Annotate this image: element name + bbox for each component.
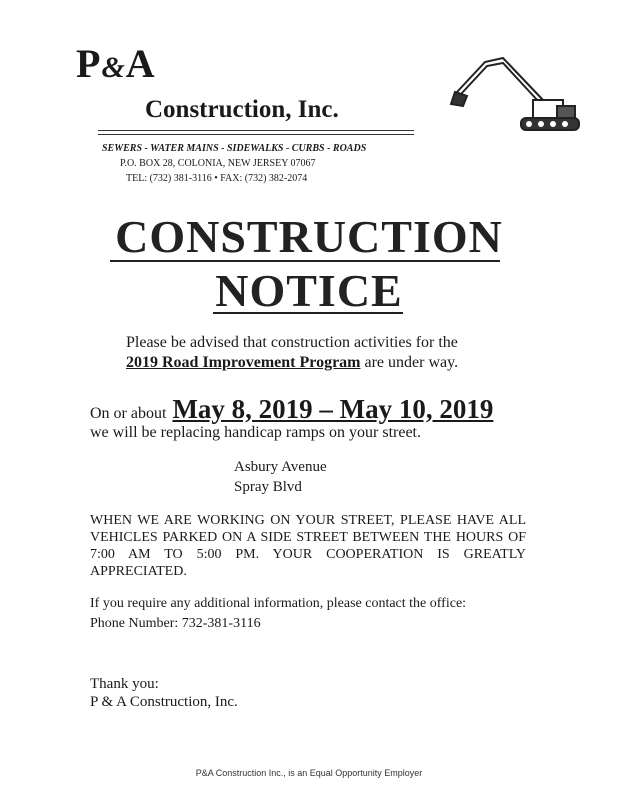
contact-instructions: If you require any additional information, please contact the office:	[90, 596, 467, 611]
program-name: 2019 Road Improvement Program	[126, 354, 361, 371]
on-or-about-label: On or about	[90, 405, 167, 422]
excavator-icon	[445, 52, 585, 140]
company-logo	[76, 40, 156, 87]
work-description: we will be replacing handicap ramps on your street.	[90, 424, 421, 441]
mailing-address: P.O. BOX 28, COLONIA, NEW JERSEY 07067	[120, 158, 316, 169]
letterhead-rule-top	[98, 130, 414, 131]
notice-title-line2: NOTICE	[215, 265, 403, 316]
street-name: Asbury Avenue	[234, 459, 327, 475]
closing-thank-you: Thank you:	[90, 676, 159, 692]
logo-a: A	[125, 41, 156, 86]
advised-text-line2	[126, 354, 458, 372]
logo-p: P	[76, 41, 102, 86]
parking-notice: WHEN WE ARE WORKING ON YOUR STREET, PLEASE HAVE ALL VEHICLES PARKED ON A SIDE STREET BETWEEN THE HOURS OF 7:00 AM TO 5:00 PM. YOUR COOPERATION IS GREATLY APPRECIATED.	[90, 513, 526, 579]
contact-phone-number: Phone Number: 732-381-3116	[90, 616, 261, 631]
phone-fax-line: TEL: (732) 381-3116 • FAX: (732) 382-2074	[126, 173, 308, 184]
signature-company: P & A Construction, Inc.	[90, 694, 238, 710]
date-line	[90, 394, 493, 425]
company-name: Construction, Inc.	[145, 96, 339, 123]
services-line: SEWERS - WATER MAINS - SIDEWALKS - CURBS - ROADS	[102, 143, 367, 154]
letterhead-rule-bottom	[98, 134, 414, 135]
notice-title-line1: CONSTRUCTION	[115, 211, 503, 262]
equal-opportunity-footer: P&A Construction Inc., is an Equal Opportunity Employer	[195, 768, 423, 778]
title-underline	[110, 260, 500, 262]
street-name: Spray Blvd	[234, 479, 302, 495]
title-underline-2	[213, 312, 403, 314]
date-range: May 8, 2019 – May 10, 2019	[172, 394, 494, 424]
advised-text-line1: Please be advised that construction activities for the	[126, 334, 458, 351]
logo-ampersand: &	[101, 51, 126, 84]
advised-suffix: are under way.	[360, 354, 459, 371]
